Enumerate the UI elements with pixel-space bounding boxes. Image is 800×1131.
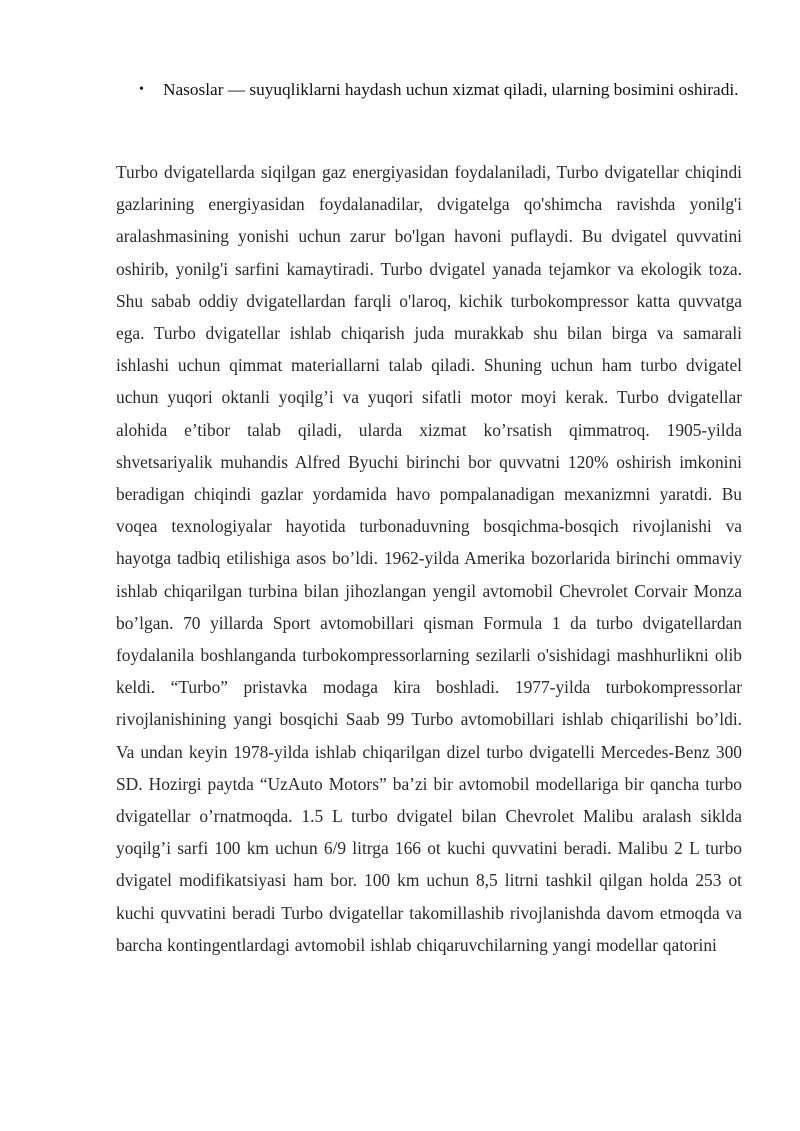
bullet-list bbox=[116, 74, 742, 105]
body-paragraph: Turbo dvigatellarda siqilgan gaz energiyasidan foydalaniladi, Turbo dvigatellar chiqindi gazlarining energiyasidan foydalanadilar, dvigatelga qo'shimcha ravishda yonilg'i aralashmasining yonishi uchun zarur bo'lgan havoni puflaydi. Bu dvigatel quvvatini oshirib, yonilg'i sarfini kamaytiradi. Turbo dvigatel yanada tejamkor va ekologik toza. Shu sabab oddiy dvigatellardan farqli o'laroq, kichik turbokompressor katta quvvatga ega. Turbo dvigatellar ishlab chiqarish juda murakkab shu bilan birga va samarali ishlashi uchun qimmat materiallarni talab qiladi. Shuning uchun ham turbo dvigatel uchun yuqori oktanli yoqilg’i va yuqori sifatli motor moyi kerak. Turbo dvigatellar alohida e’tibor talab qiladi, ularda xizmat ko’rsatish qimmatroq. 1905-yilda shvetsariyalik muhandis Alfred Byuchi birinchi bor quvvatni 120% oshirish imkonini beradigan chiqindi gazlar yordamida havo pompalanadigan mexanizmni yaratdi. Bu voqea texnologiyalar hayotida turbonaduvning bosqichma-bosqich rivojlanishi va hayotga tadbiq etilishiga asos bo’ldi. 1962-yilda Amerika bozorlarida birinchi ommaviy ishlab chiqarilgan turbina bilan jihozlangan yengil avtomobil Chevrolet Corvair Monza bo’lgan. 70 yillarda Sport avtomobillari qisman Formula 1 da turbo dvigatellardan foydalanila boshlanganda turbokompressorlarning sezilarli o'sishidagi mashhurlikni olib keldi. “Turbo” pristavka modaga kira boshladi. 1977-yilda turbokompressorlar rivojlanishining yangi bosqichi Saab 99 Turbo avtomobillari ishlab chiqarilishi bo’ldi. Va undan keyin 1978-yilda ishlab chiqarilgan dizel turbo dvigatelli Mercedes-Benz 300 SD. Hozirgi paytda “UzAuto Motors” ba’zi bir avtomobil modellariga bir qancha turbo dvigatellar o’rnatmoqda. 1.5 L turbo dvigatel bilan Chevrolet Malibu aralash siklda yoqilg’i sarfi 100 km uchun 6/9 litrga 166 ot kuchi quvvatini beradi. Malibu 2 L turbo dvigatel modifikatsiyasi ham bor. 100 km uchun 8,5 litrni tashkil qilgan holda 253 ot kuchi quvvatini beradi Turbo dvigatellar takomillashib rivojlanishda davom etmoqda va barcha kontingentlardagi avtomobil ishlab chiqaruvchilarning yangi modellar qatorini bbox=[116, 162, 742, 955]
bullet-marker: • bbox=[139, 82, 144, 97]
bullet-item bbox=[116, 74, 742, 105]
bullet-text: Nasoslar — suyuqliklarni haydash uchun xizmat qiladi, ularning bosimini oshiradi. bbox=[163, 80, 739, 99]
